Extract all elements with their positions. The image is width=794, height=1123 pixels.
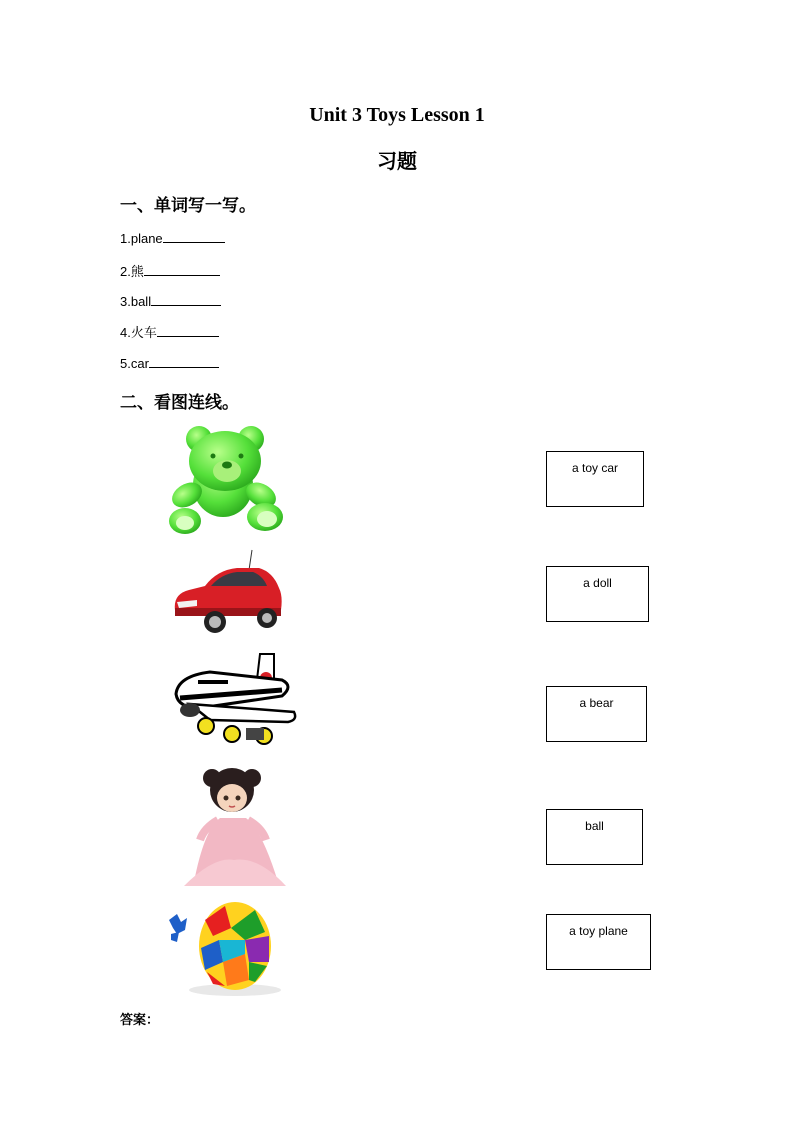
car-icon xyxy=(167,548,285,638)
word-box-1[interactable]: a toy car xyxy=(546,451,644,507)
answer-label: 答案： xyxy=(120,1013,160,1028)
answer-blank[interactable] xyxy=(144,262,220,276)
answer-blank[interactable] xyxy=(149,354,219,368)
answer-blank[interactable] xyxy=(163,229,225,243)
word-box-5[interactable]: a toy plane xyxy=(546,914,651,970)
section2-heading: 二、看图连线。 xyxy=(120,393,239,413)
doll-icon xyxy=(174,760,292,888)
answer-blank[interactable] xyxy=(151,292,221,306)
word-box-3[interactable]: a bear xyxy=(546,686,647,742)
question-4: 4.火车 xyxy=(120,322,219,341)
page-title: Unit 3 Toys Lesson 1 xyxy=(309,104,485,126)
ball-icon xyxy=(165,900,299,998)
question-2: 2.熊 xyxy=(120,261,220,280)
plane-icon xyxy=(170,650,300,748)
section1-heading: 一、单词写一写。 xyxy=(120,196,256,216)
question-3: 3.ball xyxy=(120,292,221,309)
page-subtitle: 习题 xyxy=(377,149,417,173)
question-1: 1.plane xyxy=(120,229,225,246)
word-box-2[interactable]: a doll xyxy=(546,566,649,622)
bear-icon xyxy=(165,423,289,537)
question-5: 5.car xyxy=(120,354,219,371)
answer-blank[interactable] xyxy=(157,323,219,337)
word-box-4[interactable]: ball xyxy=(546,809,643,865)
